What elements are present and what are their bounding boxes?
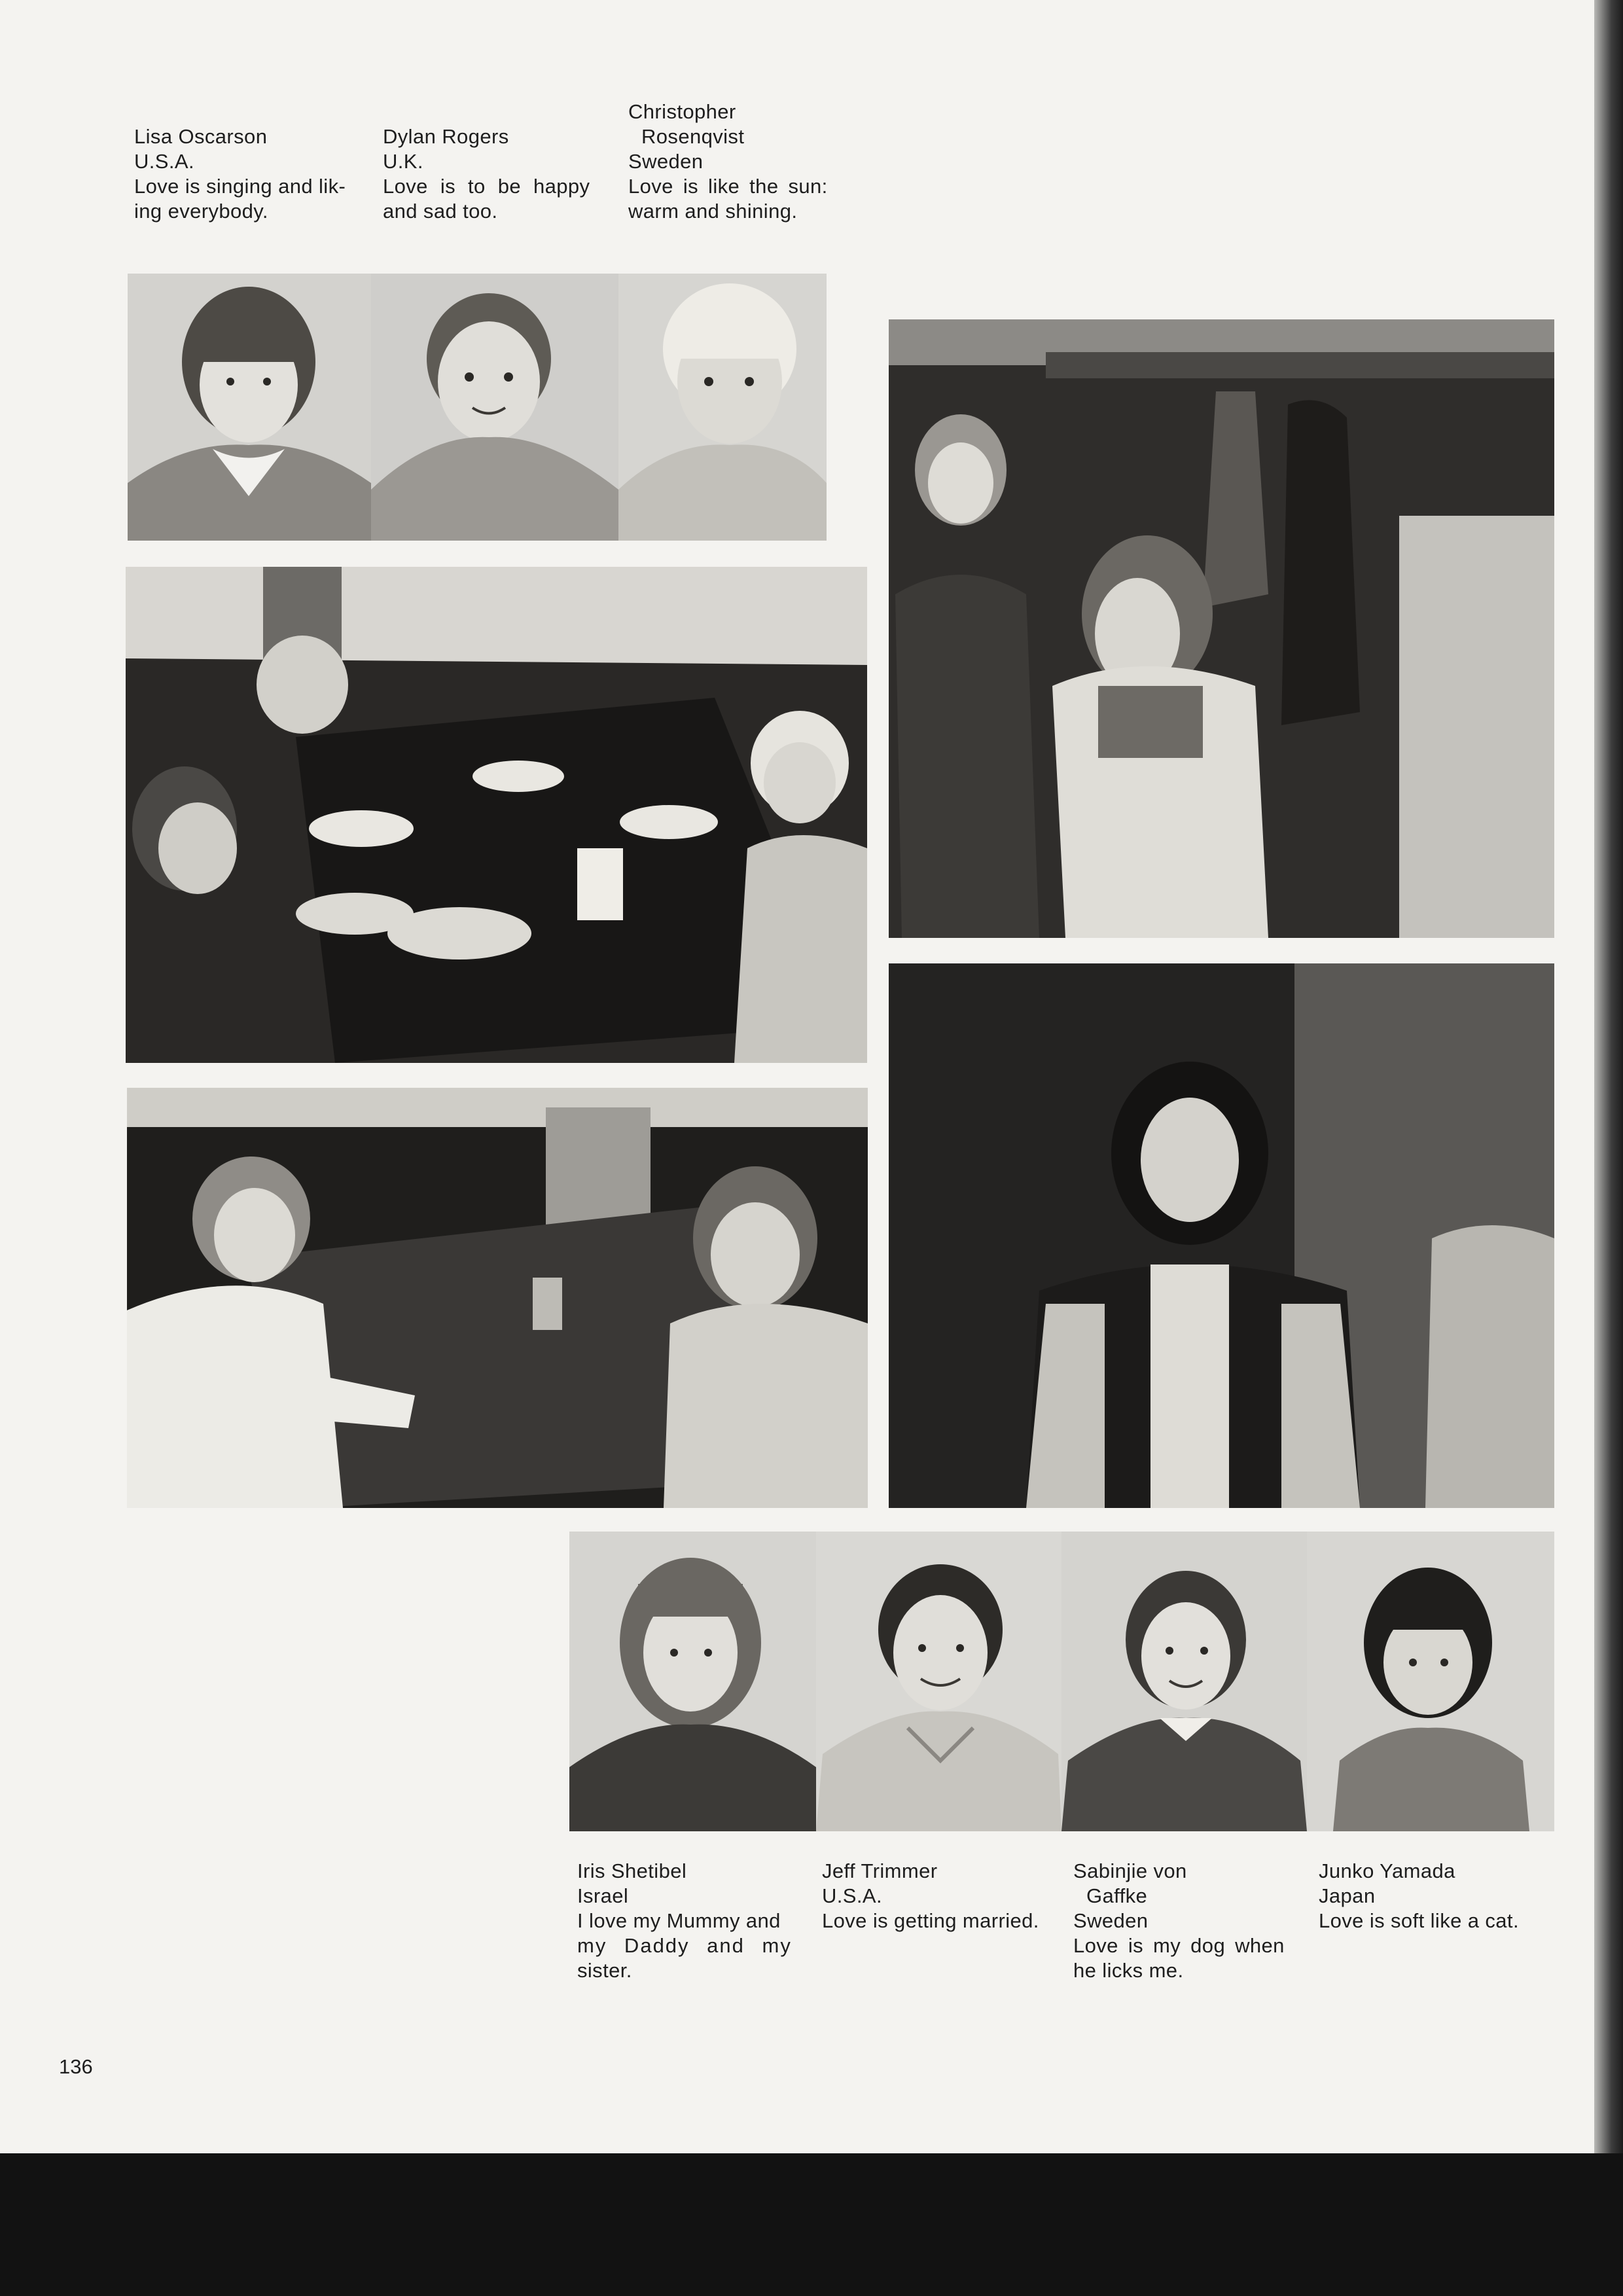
portrait-photo-jeff (816, 1532, 1061, 1831)
caption-dylan-rogers: Dylan Rogers U.K. Love is to be happy and sad too. (383, 125, 590, 223)
portrait-photo-lisa (128, 274, 371, 541)
caption-christopher-rosenqvist: Christopher Rosenqvist Sweden Love is like the sun: warm and shining. (628, 100, 828, 223)
scan-background (0, 2153, 1623, 2296)
caption-sabinjie-von-gaffke: Sabinjie von Gaffke Sweden Love is my dog when he licks me. (1073, 1859, 1285, 1982)
caption-iris-shetibel: Iris Shetibel Israel I love my Mummy and my Daddy and my sister. (577, 1859, 792, 1982)
page-edge-shadow (1594, 0, 1623, 2153)
portrait-photo-dylan (371, 274, 618, 541)
page-number: 136 (59, 2055, 93, 2078)
caption-lisa-oscarson: Lisa Oscarson U.S.A. Love is singing and lik- ing everybody. (134, 125, 346, 223)
caption-junko-yamada: Junko Yamada Japan Love is soft like a cat. (1319, 1859, 1519, 1932)
portrait-photo-iris (569, 1532, 816, 1831)
photo-girl-in-coat (889, 963, 1554, 1508)
portrait-photo-christopher (618, 274, 827, 541)
photo-coat-rack-children (889, 319, 1554, 938)
photo-children-at-table (127, 1088, 868, 1508)
caption-jeff-trimmer: Jeff Trimmer U.S.A. Love is getting married. (822, 1859, 1039, 1932)
portrait-photo-junko (1307, 1532, 1554, 1831)
portrait-photo-sabinjie (1061, 1532, 1307, 1831)
photo-birthday-party-table (126, 567, 867, 1063)
